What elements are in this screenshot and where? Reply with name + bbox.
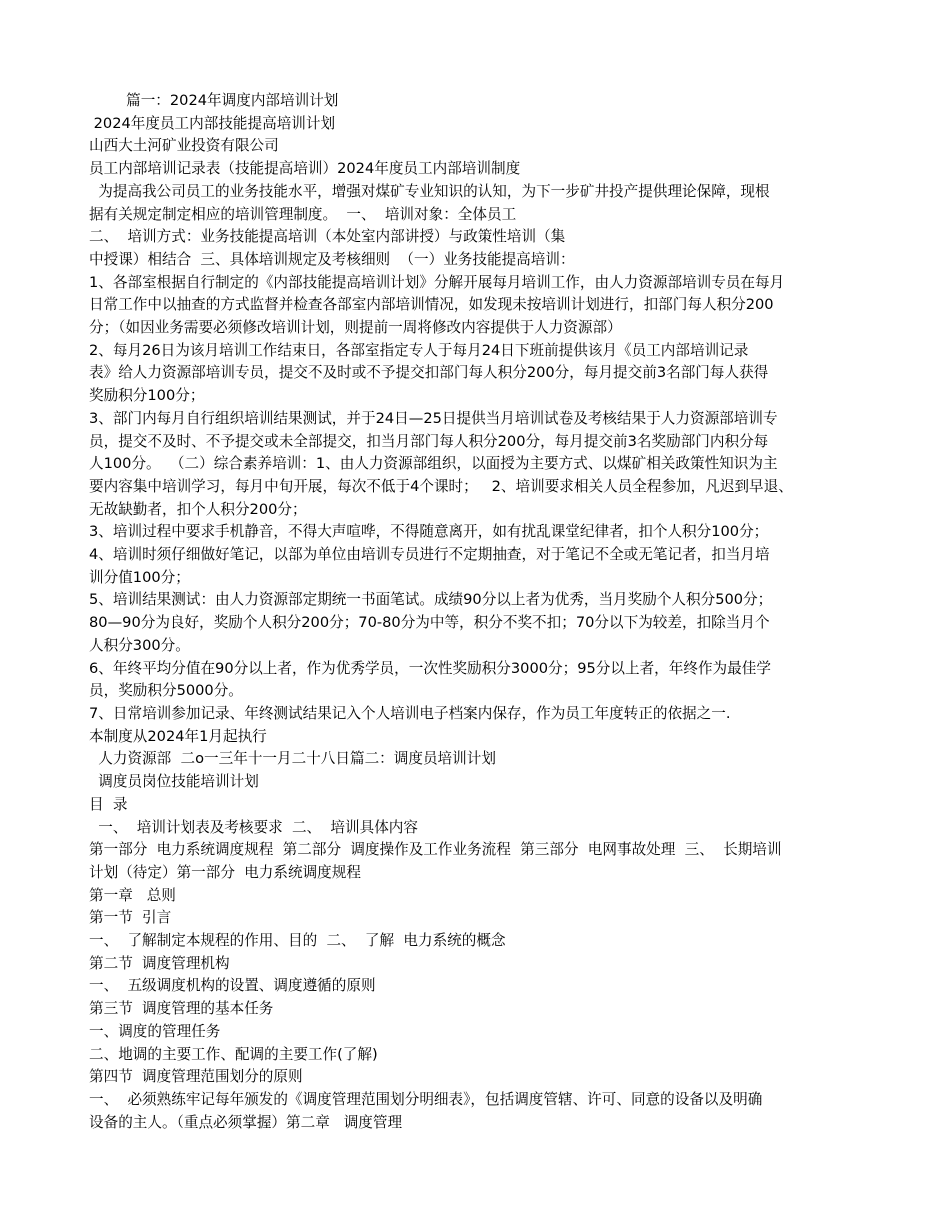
text-line: 目 录 xyxy=(89,795,128,813)
text-line: 第三节 调度管理的基本任务 xyxy=(89,1000,274,1018)
text-line: 4、培训时须仔细做好笔记，以部为单位由培训专员进行不定期抽查，对于笔记不全或无笔记者，扣当月培 xyxy=(89,546,770,564)
text-line: 分；（如因业务需要必须修改培训计划，则提前一周将修改内容提供于人力资源部） xyxy=(89,319,622,337)
text-line: 计划（待定）第一部分 电力系统调度规程 xyxy=(89,863,361,881)
text-line: 第二节 调度管理机构 xyxy=(89,954,230,972)
text-line: 第一章 总则 xyxy=(89,886,176,904)
text-line: 7、日常培训参加记录、年终测试结果记入个人培训电子档案内保存，作为员工年度转正的依据之一. xyxy=(89,704,731,722)
text-line: 无故缺勤者，扣个人积分200分； xyxy=(89,500,307,518)
text-line: 2024年度员工内部技能提高培训计划 xyxy=(89,114,336,132)
text-line: 中授课）相结合 三、具体培训规定及考核细则 （一）业务技能提高培训： xyxy=(89,250,575,268)
text-line: 据有关规定制定相应的培训管理制度。 一、 培训对象：全体员工 xyxy=(89,205,517,223)
text-line: 80—90分为良好，奖励个人积分200分；70-80分为中等，积分不奖不扣；70分以下为较差，扣除当月个 xyxy=(89,614,770,632)
text-line: 奖励积分100分； xyxy=(89,387,205,405)
document-body xyxy=(89,90,861,1134)
text-line: 人力资源部 二o一三年十一月二十八日篇二：调度员培训计划 xyxy=(89,750,496,768)
text-line: 2、每月26日为该月培训工作结束日，各部室指定专人于每月24日下班前提供该月《员工内部培训记录 xyxy=(89,341,749,359)
text-line: 3、培训过程中要求手机静音，不得大声喧哗，不得随意离开，如有扰乱课堂纪律者，扣个人积分100分； xyxy=(89,523,769,541)
text-line: 调度员岗位技能培训计划 xyxy=(89,773,259,791)
text-line: 二、地调的主要工作、配调的主要工作(了解) xyxy=(89,1045,378,1063)
text-line: 一、 培训计划表及考核要求 二、 培训具体内容 xyxy=(89,818,418,836)
text-line: 一、 五级调度机构的设置、调度遵循的原则 xyxy=(89,977,376,995)
text-line: 二、 培训方式：业务技能提高培训（本处室内部讲授）与政策性培训（集 xyxy=(89,228,566,246)
text-line: 人100分。 （二）综合素养培训：1、由人力资源部组织，以面授为主要方式、以煤矿相关政策性知识为主 xyxy=(89,455,778,473)
text-line: 篇一：2024年调度内部培训计划 xyxy=(89,92,339,109)
text-line: 要内容集中培训学习，每月中旬开展，每次不低于4个课时； 2、培训要求相关人员全程参加，凡迟到早退、 xyxy=(89,477,793,495)
text-line: 员，奖励积分5000分。 xyxy=(89,682,243,700)
text-line: 一、 了解制定本规程的作用、目的 二、 了解 电力系统的概念 xyxy=(89,932,506,950)
text-line: 第一节 引言 xyxy=(89,909,172,927)
text-line: 山西大土河矿业投资有限公司 xyxy=(89,137,279,155)
text-line: 1、各部室根据自行制定的《内部技能提高培训计划》分解开展每月培训工作，由人力资源部培训专员在每月 xyxy=(89,273,785,291)
text-line: 员，提交不及时、不予提交或未全部提交，扣当月部门每人积分200分，每月提交前3名奖励部门内积分每 xyxy=(89,432,769,450)
text-line: 一、调度的管理任务 xyxy=(89,1022,221,1040)
text-line: 表》给人力资源部培训专员，提交不及时或不予提交扣部门每人积分200分，每月提交前3名部门每人获得 xyxy=(89,364,769,382)
text-line: 6、年终平均分值在90分以上者，作为优秀学员，一次性奖励积分3000分；95分以上者，年终作为最佳学 xyxy=(89,659,771,677)
text-line: 一、 必须熟练牢记每年颁发的《调度管理范围划分明细表》，包括调度管辖、许可、同意的设备以及明确 xyxy=(89,1090,763,1108)
text-line: 5、培训结果测试：由人力资源部定期统一书面笔试。成绩90分以上者为优秀，当月奖励个人积分500分； xyxy=(89,591,773,609)
text-line: 本制度从2024年1月起执行 xyxy=(89,727,267,745)
text-line: 人积分300分。 xyxy=(89,636,190,654)
text-line: 3、部门内每月自行组织培训结果测试，并于24日—25日提供当月培训试卷及考核结果于人力资源部培训专 xyxy=(89,409,778,427)
text-line: 第一部分 电力系统调度规程 第二部分 调度操作及工作业务流程 第三部分 电网事故处理 三、 长期培训 xyxy=(89,841,782,859)
text-line: 日常工作中以抽查的方式监督并检查各部室内部培训情况，如发现未按培训计划进行，扣部门每人积分200 xyxy=(89,296,774,314)
text-line: 第四节 调度管理范围划分的原则 xyxy=(89,1068,303,1086)
text-line: 设备的主人。（重点必须掌握）第二章 调度管理 xyxy=(89,1113,403,1131)
text-line: 训分值100分； xyxy=(89,568,190,586)
text-line: 员工内部培训记录表（技能提高培训）2024年度员工内部培训制度 xyxy=(89,160,521,178)
text-line: 为提高我公司员工的业务技能水平，增强对煤矿专业知识的认知，为下一步矿井投产提供理论保障，现根 xyxy=(89,182,770,200)
